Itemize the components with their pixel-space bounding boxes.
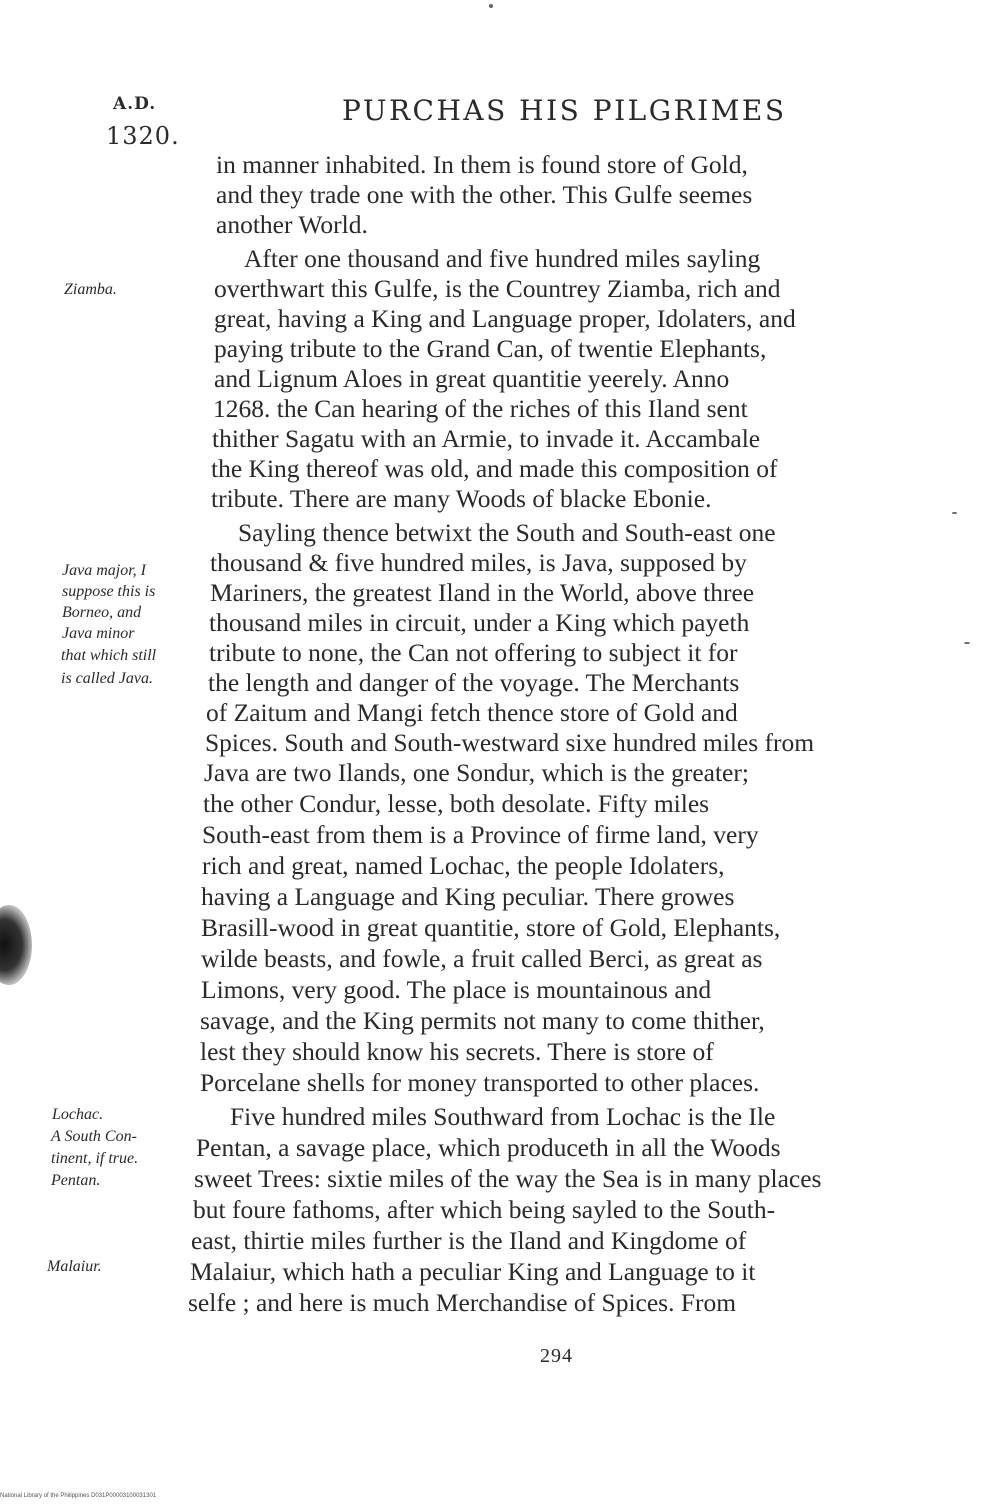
text-line: great, having a King and Language proper, Idolaters, and — [214, 304, 796, 333]
text-line: having a Language and King peculiar. There growes — [201, 882, 735, 911]
text-line: and Lignum Aloes in great quantitie yeerely. Anno — [214, 364, 730, 393]
text-line: Java are two Ilands, one Sondur, which is the greater; — [204, 758, 749, 787]
margin-note-java: Java minor — [62, 625, 135, 642]
text-line: the other Condur, lesse, both desolate. Fifty miles — [203, 789, 710, 818]
text-line: the length and danger of the voyage. The Merchants — [208, 668, 740, 697]
text-line: Porcelane shells for money transported to other places. — [200, 1068, 760, 1097]
margin-note-java: Java major, I — [62, 562, 146, 579]
text-line: Spices. South and South-westward sixe hundred miles from — [205, 728, 815, 757]
text-line: sweet Trees: sixtie miles of the way the Sea is in many places — [194, 1164, 822, 1193]
margin-note-lochac: Lochac. — [52, 1106, 104, 1123]
text-line: rich and great, named Lochac, the people Idolaters, — [202, 851, 725, 880]
text-line: east, thirtie miles further is the Iland and Kingdome of — [191, 1226, 747, 1255]
text-line: thousand & five hundred miles, is Java, supposed by — [210, 548, 747, 577]
year-value: 1320. — [106, 122, 180, 150]
text-line: Malaiur, which hath a peculiar King and Language to it — [190, 1257, 756, 1286]
text-line: tribute to none, the Can not offering to subject it for — [209, 638, 738, 667]
text-line: of Zaitum and Mangi fetch thence store of Gold and — [206, 698, 738, 727]
text-line: but foure fathoms, after which being sayled to the South- — [193, 1195, 776, 1224]
scan-footer-stamp: National Library of the Philippines D031P00003100031301 — [0, 1493, 157, 1499]
text-line: in manner inhabited. In them is found store of Gold, — [216, 150, 748, 179]
text-line: savage, and the King permits not many to come thither, — [200, 1006, 765, 1035]
text-line: another World. — [216, 210, 368, 239]
text-line: Sayling thence betwixt the South and South-east one — [238, 518, 776, 547]
text-line: Pentan, a savage place, which produceth in all the Woods — [196, 1133, 781, 1162]
text-line: overthwart this Gulfe, is the Countrey Ziamba, rich and — [214, 274, 781, 303]
page-number: 294 — [540, 1345, 573, 1367]
text-line: Brasill-wood in great quantitie, store of Gold, Elephants, — [201, 913, 781, 942]
text-line: South-east from them is a Province of firme land, very — [202, 820, 759, 849]
text-line: Mariners, the greatest Iland in the World, above three — [210, 578, 755, 607]
margin-note-java: suppose this is — [62, 583, 156, 600]
text-line: 1268. the Can hearing of the riches of this Iland sent — [213, 394, 748, 423]
scan-thumb-shadow — [0, 905, 32, 985]
text-line: tribute. There are many Woods of blacke Ebonie. — [211, 484, 712, 513]
margin-note-java: that which still — [61, 647, 157, 664]
year-label: A.D. — [113, 94, 157, 114]
text-line: the King thereof was old, and made this composition of — [211, 454, 778, 483]
margin-note-java: Borneo, and — [62, 604, 142, 621]
margin-note-malaiur: Malaiur. — [47, 1258, 102, 1275]
text-line: wilde beasts, and fowle, a fruit called Berci, as great as — [201, 944, 763, 973]
text-line: selfe ; and here is much Merchandise of Spices. From — [188, 1288, 737, 1317]
ink-speck — [952, 512, 957, 514]
text-line: Limons, very good. The place is mountainous and — [201, 975, 712, 1004]
text-line: thousand miles in circuit, under a King which payeth — [209, 608, 750, 637]
text-line: After one thousand and five hundred miles sayling — [244, 244, 761, 273]
margin-note-lochac: tinent, if true. — [51, 1150, 139, 1167]
text-line: lest they should know his secrets. There is store of — [200, 1037, 714, 1066]
margin-note-java: is called Java. — [61, 670, 153, 687]
running-title: PURCHAS HIS PILGRIMES — [342, 94, 787, 127]
text-line: and they trade one with the other. This Gulfe seemes — [216, 180, 753, 209]
text-line: thither Sagatu with an Armie, to invade it. Accambale — [212, 424, 761, 453]
margin-note-ziamba: Ziamba. — [64, 281, 117, 298]
margin-note-lochac: Pentan. — [51, 1172, 101, 1189]
text-line: Five hundred miles Southward from Lochac is the Ile — [230, 1102, 776, 1131]
text-line: paying tribute to the Grand Can, of twentie Elephants, — [214, 334, 767, 363]
ink-speck — [964, 642, 970, 644]
margin-note-lochac: A South Con- — [51, 1128, 137, 1145]
ink-speck — [489, 4, 493, 8]
